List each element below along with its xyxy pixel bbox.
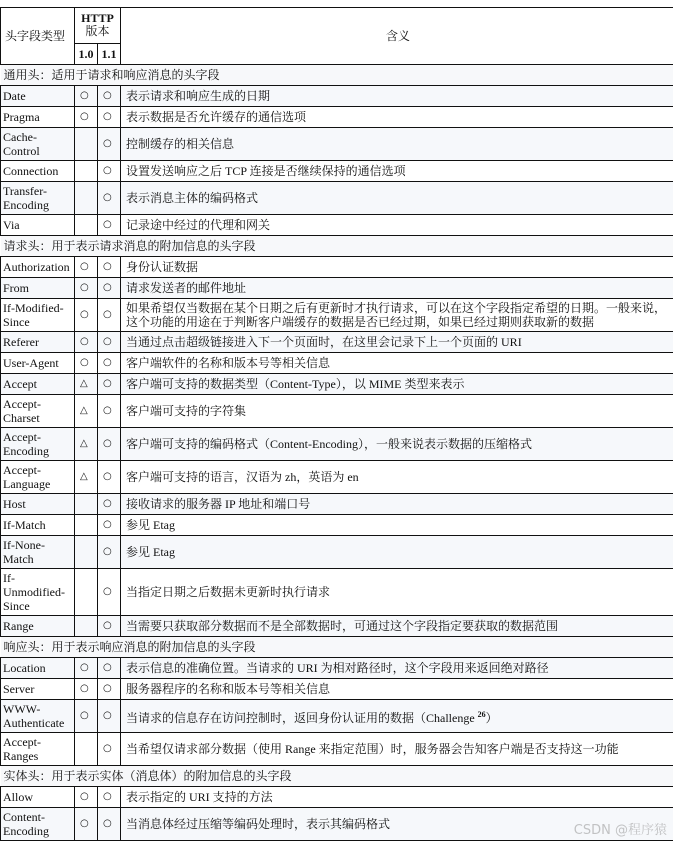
table-row <box>1 569 673 616</box>
meaning-text: 接收请求的服务器 IP 地址和端口号 <box>126 497 311 511</box>
field-name: Referer <box>1 332 75 353</box>
table-row <box>1 515 673 536</box>
field-meaning <box>121 658 673 679</box>
meaning-text: 客户端可支持的语言，汉语为 zh，英语为 en <box>126 470 359 484</box>
http-1-1-support: ○ <box>98 616 121 637</box>
http-1-1-support: ○ <box>98 215 121 236</box>
table-row <box>1 494 673 515</box>
http-1-0-support: ○ <box>75 107 98 128</box>
table-row <box>1 86 673 107</box>
http-1-0-support: △ <box>75 461 98 494</box>
field-meaning <box>121 353 673 374</box>
http-1-0-support: ○ <box>75 787 98 808</box>
meaning-text: 请求发送者的邮件地址 <box>126 281 247 295</box>
field-meaning <box>121 428 673 461</box>
field-name: Accept <box>1 374 75 395</box>
field-name: Connection <box>1 161 75 182</box>
meaning-text: 当通过点击超级链接进入下一个页面时，在这里会记录下上一个页面的 URI <box>126 335 522 349</box>
field-meaning <box>121 536 673 569</box>
field-meaning <box>121 395 673 428</box>
http-1-0-support: ○ <box>75 700 98 733</box>
meaning-text: 控制缓存的相关信息 <box>126 137 235 151</box>
field-meaning <box>121 128 673 161</box>
field-name: Server <box>1 679 75 700</box>
table-row <box>1 461 673 494</box>
http-1-1-support: ○ <box>98 658 121 679</box>
field-name: From <box>1 278 75 299</box>
field-name: Accept-Language <box>1 461 75 494</box>
section-title: 请求头：用于表示请求消息的附加信息的头字段 <box>1 236 673 257</box>
field-meaning <box>121 299 673 332</box>
field-meaning <box>121 494 673 515</box>
http-1-1-support: ○ <box>98 278 121 299</box>
field-meaning <box>121 461 673 494</box>
http-1-1-support: ○ <box>98 257 121 278</box>
field-meaning <box>121 616 673 637</box>
http-1-1-support: ○ <box>98 161 121 182</box>
meaning-text: 当希望仅请求部分数据（使用 Range 来指定范围）时，服务器会告知客户端是否支持这一功能 <box>126 742 619 756</box>
section-header-row <box>1 637 673 658</box>
table-row <box>1 161 673 182</box>
field-meaning <box>121 374 673 395</box>
table-row <box>1 128 673 161</box>
http-1-0-support: ○ <box>75 278 98 299</box>
field-name: Via <box>1 215 75 236</box>
meaning-text-end: ） <box>485 710 498 725</box>
field-meaning <box>121 86 673 107</box>
http-1-1-support: ○ <box>98 182 121 215</box>
table-row <box>1 353 673 374</box>
field-name: If-Unmodified-Since <box>1 569 75 616</box>
field-name: Date <box>1 86 75 107</box>
http-label: HTTP <box>81 11 114 26</box>
table-body <box>1 65 673 841</box>
field-name: If-None-Match <box>1 536 75 569</box>
meaning-text: 当消息体经过压缩等编码处理时，表示其编码格式 <box>126 817 391 831</box>
field-name: Accept-Ranges <box>1 733 75 766</box>
field-name: Range <box>1 616 75 637</box>
http-1-0-support <box>75 515 98 536</box>
field-name: Accept-Encoding <box>1 428 75 461</box>
meaning-text: 当需要只获取部分数据而不是全部数据时，可通过这个字段指定要获取的数据范围 <box>126 619 559 633</box>
http-1-1-support: ○ <box>98 353 121 374</box>
meaning-text: 服务器程序的名称和版本号等相关信息 <box>126 682 331 696</box>
http-1-1-support: ○ <box>98 332 121 353</box>
http-1-0-support <box>75 733 98 766</box>
table-row <box>1 808 673 841</box>
column-header-v10: 1.0 <box>75 43 98 64</box>
field-meaning <box>121 257 673 278</box>
field-meaning <box>121 787 673 808</box>
http-1-0-support: ○ <box>75 299 98 332</box>
field-meaning <box>121 107 673 128</box>
meaning-text: 如果希望仅当数据在某个日期之后有更新时才执行请求，可以在这个字段指定希望的日期。一般来说，这个功能的用途在于判断客户端缓存的数据是否已经过期，如果已经过期则获取新的数据 <box>126 301 667 329</box>
table-row <box>1 278 673 299</box>
http-1-0-support: ○ <box>75 257 98 278</box>
field-meaning <box>121 515 673 536</box>
meaning-text: 客户端可支持的数据类型（Content-Type），以 MIME 类型来表示 <box>126 377 465 391</box>
field-name: If-Modified-Since <box>1 299 75 332</box>
table-row <box>1 700 673 733</box>
http-1-1-support: ○ <box>98 128 121 161</box>
meaning-text: 表示消息主体的编码格式 <box>126 191 259 205</box>
column-header-http-version <box>75 8 121 44</box>
column-header-meaning: 含义 <box>121 8 673 65</box>
meaning-text: 参见 Etag <box>126 545 176 559</box>
table-row <box>1 257 673 278</box>
field-meaning <box>121 332 673 353</box>
column-header-v11: 1.1 <box>98 43 121 64</box>
http-1-1-support: ○ <box>98 733 121 766</box>
field-meaning <box>121 278 673 299</box>
section-title: 响应头：用于表示响应消息的附加信息的头字段 <box>1 637 673 658</box>
table-row <box>1 182 673 215</box>
http-1-0-support: △ <box>75 428 98 461</box>
table-row <box>1 658 673 679</box>
column-header-type: 头字段类型 <box>1 8 75 65</box>
http-1-0-support <box>75 128 98 161</box>
field-meaning <box>121 700 673 733</box>
section-title: 实体头：用于表示实体（消息体）的附加信息的头字段 <box>1 766 673 787</box>
field-meaning <box>121 679 673 700</box>
field-name: Authorization <box>1 257 75 278</box>
table-row <box>1 395 673 428</box>
http-1-1-support: ○ <box>98 461 121 494</box>
http-1-1-support: ○ <box>98 569 121 616</box>
section-header-row <box>1 65 673 86</box>
meaning-text: 身份认证数据 <box>126 260 199 274</box>
field-meaning <box>121 733 673 766</box>
table-row <box>1 536 673 569</box>
meaning-text: 表示指定的 URI 支持的方法 <box>126 790 273 804</box>
http-1-1-support: ○ <box>98 787 121 808</box>
http-1-1-support: ○ <box>98 536 121 569</box>
section-header-row <box>1 236 673 257</box>
http-1-1-support: ○ <box>98 808 121 841</box>
http-1-0-support: △ <box>75 374 98 395</box>
meaning-text: 表示信息的准确位置。当请求的 URI 为相对路径时，这个字段用来返回绝对路径 <box>126 661 549 675</box>
http-1-1-support: ○ <box>98 515 121 536</box>
meaning-text: 当请求的信息存在访问控制时，返回身份认证用的数据（Challenge <box>126 710 475 725</box>
table-row <box>1 616 673 637</box>
meaning-text: 客户端可支持的编码格式（Content-Encoding），一般来说表示数据的压缩格式 <box>126 437 533 451</box>
http-1-0-support <box>75 494 98 515</box>
http-1-0-support: ○ <box>75 808 98 841</box>
http-1-1-support: ○ <box>98 700 121 733</box>
section-title: 通用头：适用于请求和响应消息的头字段 <box>1 65 673 86</box>
http-1-0-support <box>75 616 98 637</box>
http-1-0-support <box>75 536 98 569</box>
meaning-text: 参见 Etag <box>126 518 176 532</box>
table-row <box>1 733 673 766</box>
table-row <box>1 787 673 808</box>
field-name: Content-Encoding <box>1 808 75 841</box>
table-row <box>1 428 673 461</box>
http-1-0-support <box>75 182 98 215</box>
http-1-1-support: ○ <box>98 679 121 700</box>
table-row <box>1 374 673 395</box>
footnote-ref: 26 <box>477 709 486 719</box>
meaning-text: 客户端软件的名称和版本号等相关信息 <box>126 356 331 370</box>
field-meaning <box>121 215 673 236</box>
http-1-0-support: △ <box>75 395 98 428</box>
http-1-0-support: ○ <box>75 86 98 107</box>
field-name: Host <box>1 494 75 515</box>
field-name: Cache-Control <box>1 128 75 161</box>
http-1-0-support <box>75 161 98 182</box>
http-1-1-support: ○ <box>98 107 121 128</box>
http-1-0-support: ○ <box>75 679 98 700</box>
watermark: CSDN @程序猿 <box>573 823 667 838</box>
http-1-1-support: ○ <box>98 395 121 428</box>
meaning-text: 记录途中经过的代理和网关 <box>126 218 271 232</box>
http-1-1-support: ○ <box>98 428 121 461</box>
table-row <box>1 299 673 332</box>
field-name: Accept-Charset <box>1 395 75 428</box>
http-1-1-support: ○ <box>98 86 121 107</box>
meaning-text: 客户端可支持的字符集 <box>126 404 247 418</box>
http-1-1-support: ○ <box>98 374 121 395</box>
http-1-1-support: ○ <box>98 494 121 515</box>
http-1-1-support: ○ <box>98 299 121 332</box>
section-header-row <box>1 766 673 787</box>
field-name: If-Match <box>1 515 75 536</box>
field-name: Transfer-Encoding <box>1 182 75 215</box>
field-meaning <box>121 182 673 215</box>
http-1-0-support: ○ <box>75 353 98 374</box>
field-name: Location <box>1 658 75 679</box>
field-meaning <box>121 161 673 182</box>
http-1-0-support <box>75 215 98 236</box>
meaning-text: 表示请求和响应生成的日期 <box>126 89 271 103</box>
table-row <box>1 332 673 353</box>
field-name: WWW-Authenticate <box>1 700 75 733</box>
field-name: Pragma <box>1 107 75 128</box>
http-1-0-support: ○ <box>75 332 98 353</box>
table-row <box>1 107 673 128</box>
http-header-fields-table <box>0 7 673 841</box>
meaning-text: 表示数据是否允许缓存的通信选项 <box>126 110 307 124</box>
http-1-0-support: ○ <box>75 658 98 679</box>
meaning-text: 设置发送响应之后 TCP 连接是否继续保持的通信选项 <box>126 164 406 178</box>
field-name: Allow <box>1 787 75 808</box>
field-name: User-Agent <box>1 353 75 374</box>
version-label: 版本 <box>85 24 110 39</box>
http-1-0-support <box>75 569 98 616</box>
table-row <box>1 215 673 236</box>
field-meaning <box>121 569 673 616</box>
table-row <box>1 679 673 700</box>
meaning-text: 当指定日期之后数据未更新时执行请求 <box>126 585 331 599</box>
